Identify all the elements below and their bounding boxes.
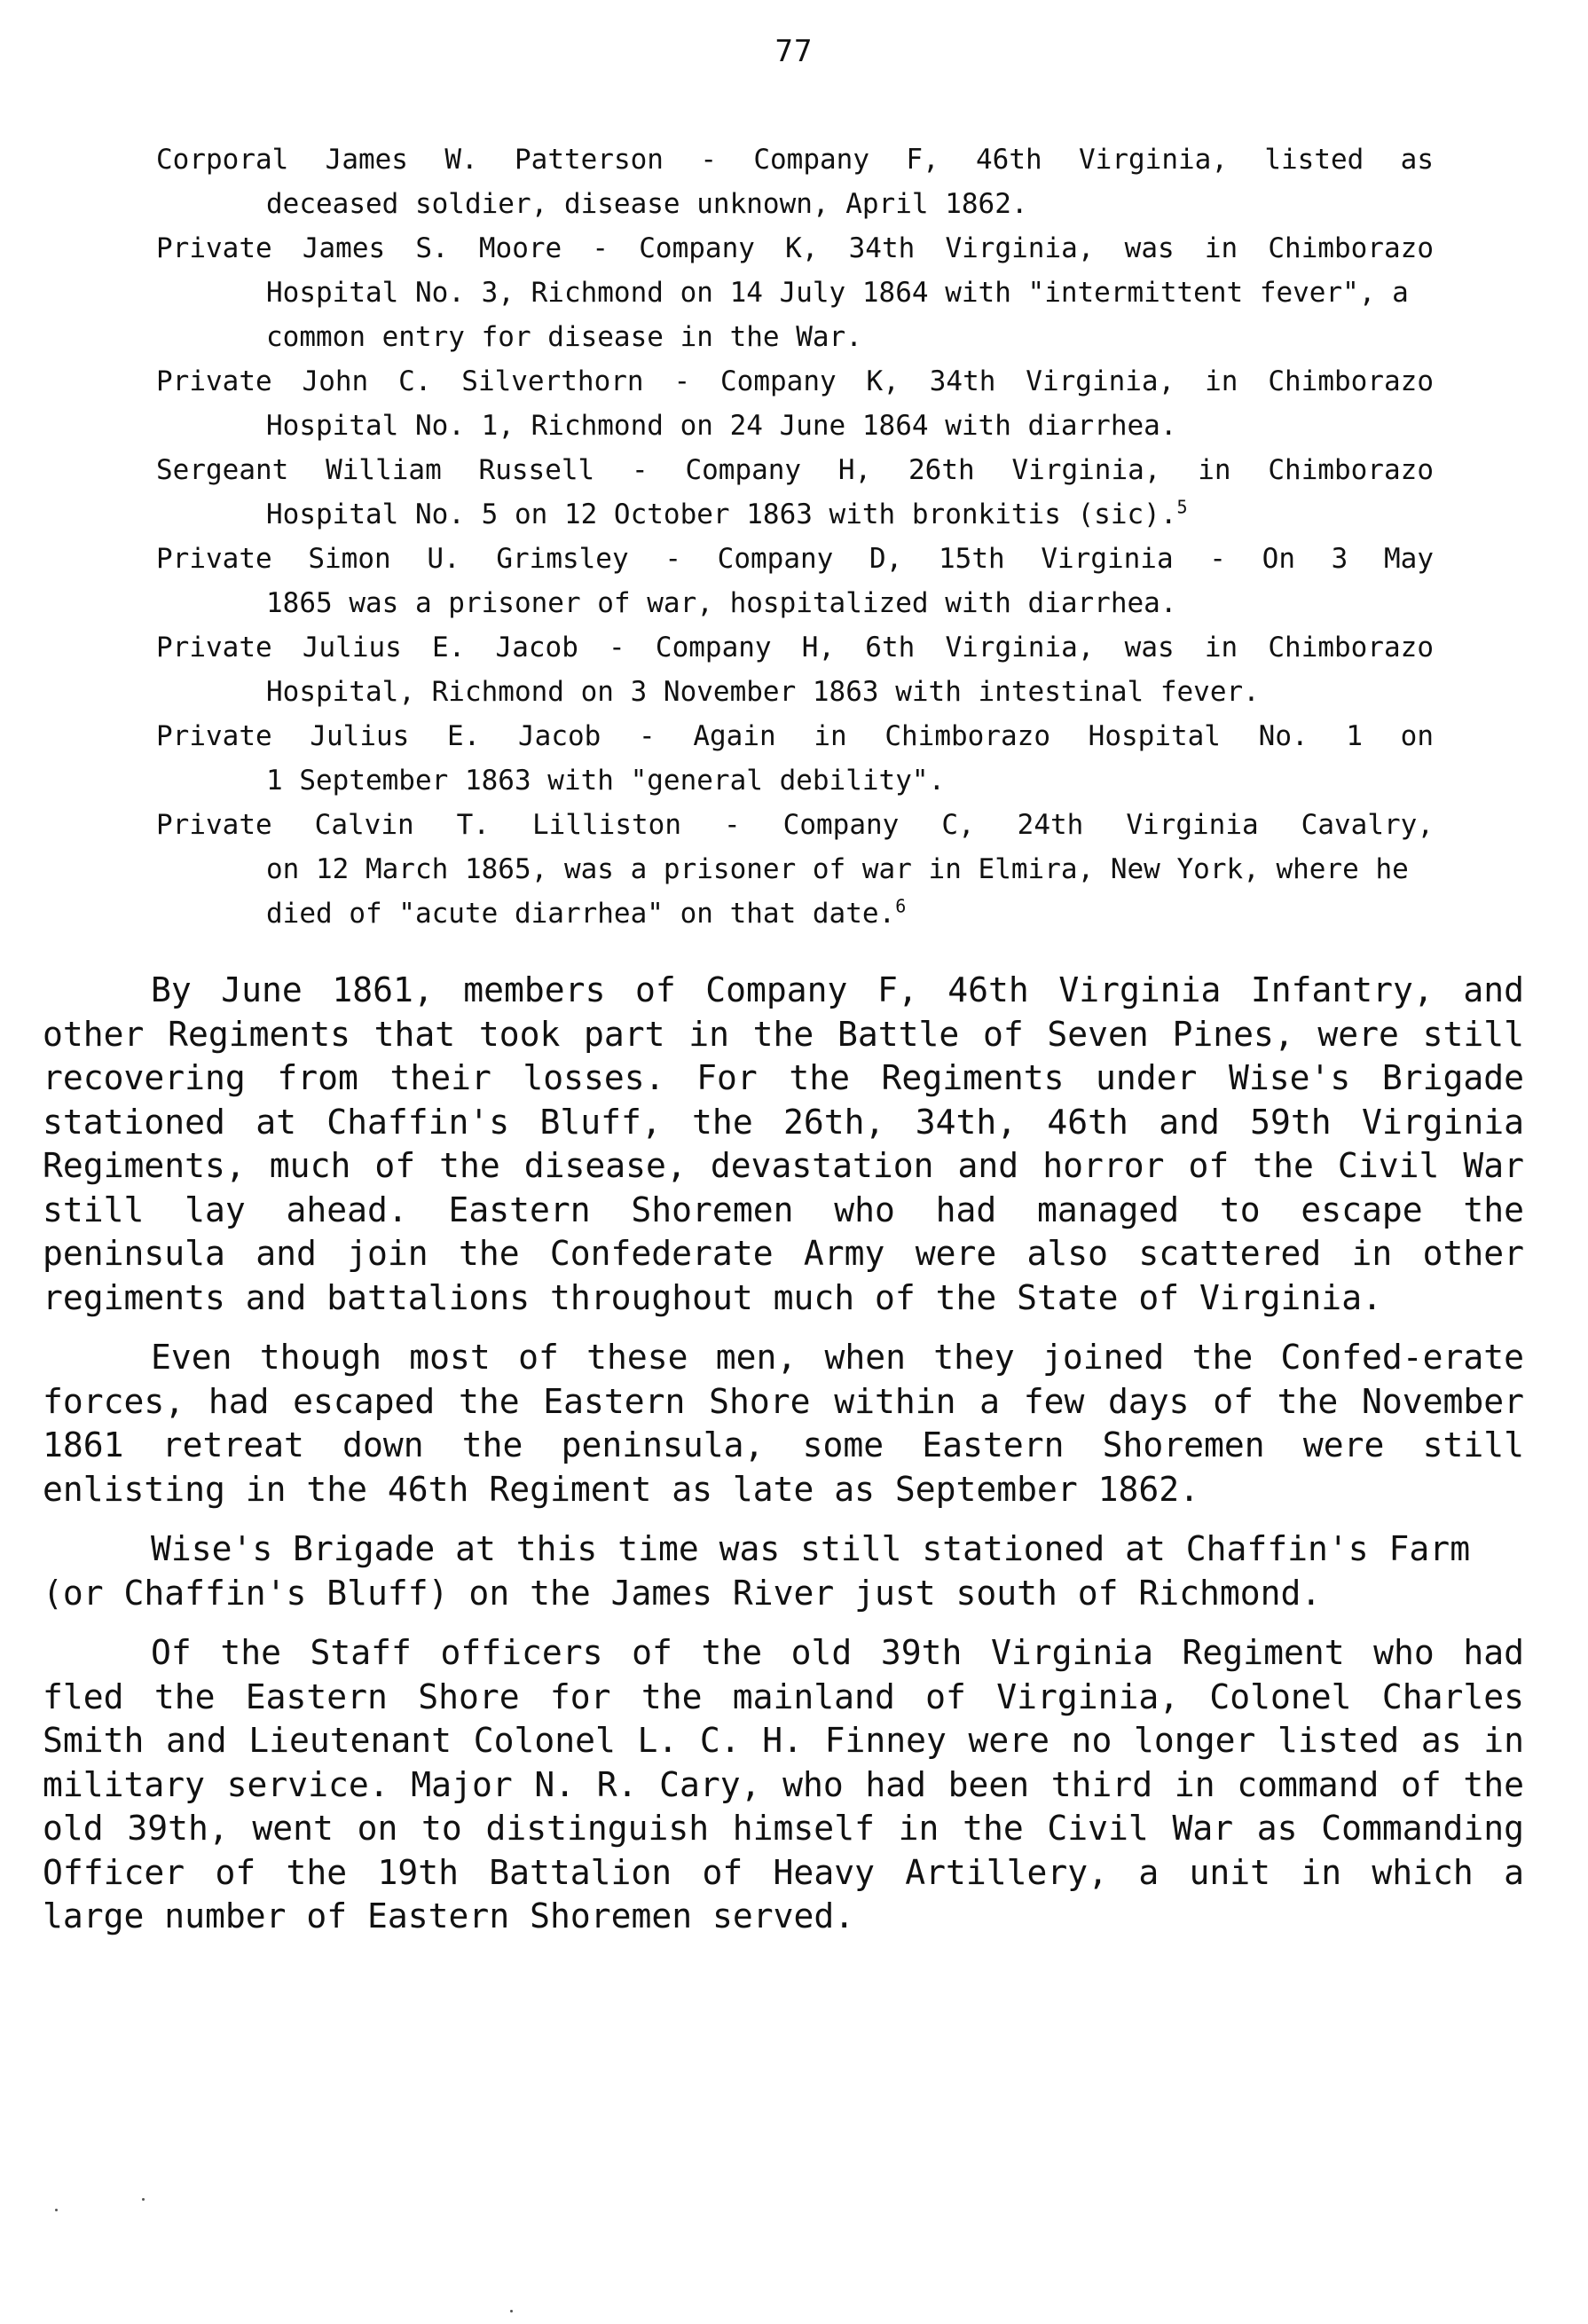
footnote-marker: 5 xyxy=(1176,496,1188,518)
entry-continuation-text: Hospital No. 5 on 12 October 1863 with bronkitis (sic). xyxy=(266,499,1177,530)
entry-continuation: Hospital No. 3, Richmond on 14 July 1864 with "intermittent fever", a common entry for disease in the War. xyxy=(266,277,1409,353)
list-item xyxy=(156,803,1434,936)
entry-continuation: Hospital No. 1, Richmond on 24 June 1864 with diarrhea. xyxy=(266,410,1177,442)
scan-speck xyxy=(142,2198,145,2201)
entry-continuation xyxy=(156,847,1434,936)
list-item xyxy=(156,714,1434,803)
list-item xyxy=(156,448,1434,537)
body-text xyxy=(43,969,1524,1955)
page-number: 77 xyxy=(774,34,814,69)
list-item xyxy=(156,537,1434,625)
list-item xyxy=(156,359,1434,448)
list-item xyxy=(156,625,1434,714)
entry-continuation-text: on 12 March 1865, was a prisoner of war in Elmira, New York, where he died of "acute diarrhea" on that date. xyxy=(266,853,1409,930)
entry-continuation: 1865 was a prisoner of war, hospitalized with diarrhea. xyxy=(266,587,1177,619)
entry-first-line: Private Simon U. Grimsley - Company D, 15th Virginia - On 3 May xyxy=(156,543,1434,575)
list-item xyxy=(156,137,1434,226)
scan-speck xyxy=(510,2310,513,2312)
entry-first-line: Private James S. Moore - Company K, 34th Virginia, was in Chimborazo xyxy=(156,232,1434,264)
paragraph: Of the Staff officers of the old 39th Virginia Regiment who had fled the Eastern Shore for the mainland of Virginia, Colonel Charles Smith and Lieutenant Colonel L. C. H. Finney were no longer listed as in military service. Major N. R. Cary, who had been third in command of the old 39th, went on to distinguish himself in the Civil War as Commanding Officer of the 19th Battalion of Heavy Artillery, a unit in which a large number of Eastern Shoremen served. xyxy=(43,1633,1524,1935)
entry-first-line: Private John C. Silverthorn - Company K, 34th Virginia, in Chimborazo xyxy=(156,365,1434,397)
footnote-marker: 6 xyxy=(895,895,907,917)
entry-first-line: Private Julius E. Jacob - Again in Chimborazo Hospital No. 1 on xyxy=(156,720,1434,752)
entry-continuation: Hospital, Richmond on 3 November 1863 with intestinal fever. xyxy=(266,676,1260,708)
entry-continuation: deceased soldier, disease unknown, April 1862. xyxy=(266,188,1028,220)
scan-speck xyxy=(55,2209,58,2211)
paragraph: Even though most of these men, when they joined the Confed-erate forces, had escaped the Eastern Shore within a few days of the November 1861 retreat down the peninsula, some Eastern Shoremen were still enlisting in the 46th Regiment as late as September 1862. xyxy=(43,1338,1524,1509)
paragraph: Wise's Brigade at this time was still stationed at Chaffin's Farm (or Chaffin's Bluff) on the James River just south of Richmond. xyxy=(43,1529,1471,1613)
entry-list xyxy=(156,137,1434,936)
entry-continuation xyxy=(156,492,1434,537)
entry-first-line: Private Julius E. Jacob - Company H, 6th Virginia, was in Chimborazo xyxy=(156,632,1434,663)
entry-first-line: Sergeant William Russell - Company H, 26th Virginia, in Chimborazo xyxy=(156,454,1434,486)
entry-first-line: Private Calvin T. Lilliston - Company C, 24th Virginia Cavalry, xyxy=(156,809,1434,841)
paragraph: By June 1861, members of Company F, 46th Virginia Infantry, and other Regiments that took part in the Battle of Seven Pines, were still recovering from their losses. For the Regiments under Wise's Brigade stationed at Chaffin's Bluff, the 26th, 34th, 46th and 59th Virginia Regiments, much of the disease, devastation and horror of the Civil War still lay ahead. Eastern Shoremen who had managed to escape the peninsula and join the Confederate Army were also scattered in other regiments and battalions throughout much of the State of Virginia. xyxy=(43,970,1524,1317)
entry-continuation: 1 September 1863 with "general debility". xyxy=(266,765,946,797)
entry-first-line: Corporal James W. Patterson - Company F, 46th Virginia, listed as xyxy=(156,144,1434,176)
list-item xyxy=(156,226,1434,359)
